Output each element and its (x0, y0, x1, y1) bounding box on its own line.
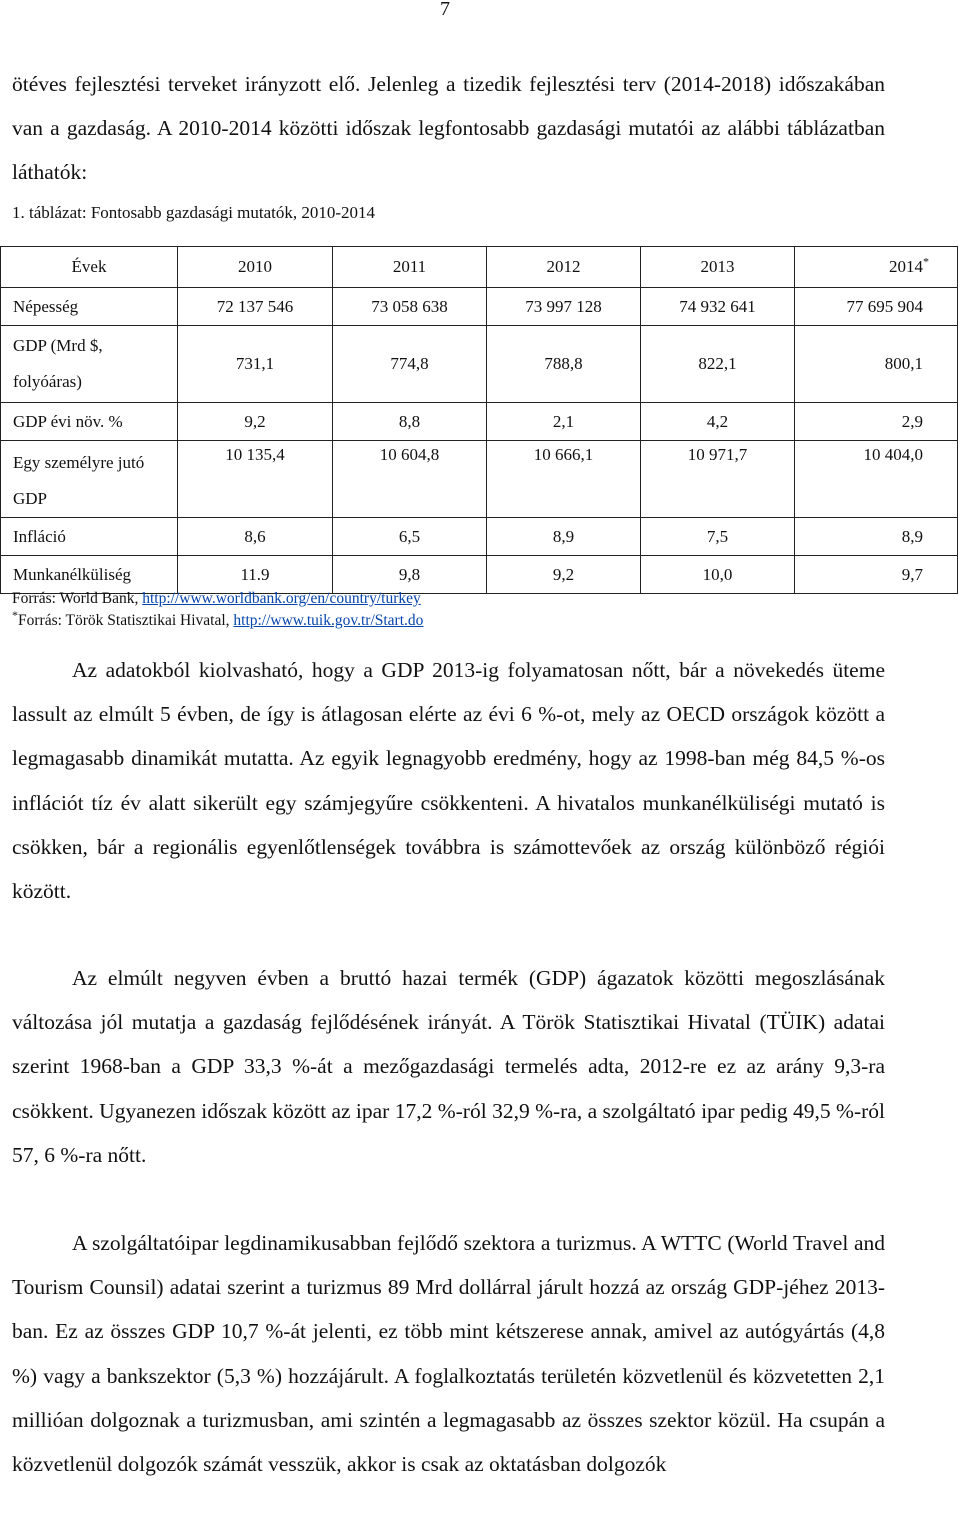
table-row (1, 288, 958, 326)
table-cell: 11.9 (178, 556, 333, 594)
source-line-tuik (12, 607, 424, 632)
body-paragraph-sectors: Az elmúlt negyven évben a bruttó hazai termék (GDP) ágazatok közötti megoszlásának változása jól mutatja a gazdaság fejlődésének irányát. A Török Statisztikai Hivatal (TÜIK) adatai szerint 1968-ban a GDP 33,3 %-át a mezőgazdasági termelés adta, 2012-re ez az arány 9,3-ra csökkent. Ugyanezen időszak között az ipar 17,2 %-ról 32,9 %-ra, a szolgáltató ipar pedig 49,5 %-ról 57, 6 %-ra nőtt. (12, 966, 885, 1167)
worldbank-link[interactable]: http://www.worldbank.org/en/country/turkey (142, 590, 421, 607)
tuik-link[interactable]: http://www.tuik.gov.tr/Start.do (233, 612, 424, 629)
header-cell: 2013 (641, 247, 795, 288)
header-cell-2014 (795, 247, 958, 288)
row-label: GDP évi növ. % (1, 403, 178, 441)
table-cell: 788,8 (487, 326, 641, 403)
table-cell: 9,2 (178, 403, 333, 441)
table-cell: 800,1 (795, 326, 958, 403)
table-cell: 731,1 (178, 326, 333, 403)
economic-indicators-table (0, 246, 958, 594)
table-row (1, 326, 958, 403)
table-cell: 74 932 641 (641, 288, 795, 326)
header-cell: 2012 (487, 247, 641, 288)
page-number: 7 (440, 0, 450, 20)
table-cell: 10 604,8 (333, 441, 487, 518)
table-cell: 10 666,1 (487, 441, 641, 518)
table-cell: 2,1 (487, 403, 641, 441)
table-caption: 1. táblázat: Fontosabb gazdasági mutatók, 2010-2014 (12, 203, 376, 222)
source-label: Forrás: World Bank, (12, 590, 143, 607)
table-cell: 822,1 (641, 326, 795, 403)
table-row (1, 518, 958, 556)
table-cell: 9,2 (487, 556, 641, 594)
source-line-worldbank (12, 588, 423, 610)
table-cell: 72 137 546 (178, 288, 333, 326)
row-label: GDP (Mrd $, folyóáras) (1, 326, 178, 403)
row-label: Egy személyre jutó GDP (1, 441, 178, 518)
table-cell: 77 695 904 (795, 288, 958, 326)
table-cell: 73 997 128 (487, 288, 641, 326)
header-cell: Évek (1, 247, 178, 288)
table-cell: 774,8 (333, 326, 487, 403)
table-cell: 4,2 (641, 403, 795, 441)
table-cell: 10 971,7 (641, 441, 795, 518)
table-cell: 2,9 (795, 403, 958, 441)
row-label: Infláció (1, 518, 178, 556)
table-cell: 8,6 (178, 518, 333, 556)
table-cell: 10,0 (641, 556, 795, 594)
table-cell: 6,5 (333, 518, 487, 556)
source-label: Forrás: Török Statisztikai Hivatal, (18, 612, 234, 629)
row-label: Munkanélküliség (1, 556, 178, 594)
table-cell: 8,9 (487, 518, 641, 556)
table-row (1, 441, 958, 518)
header-cell: 2011 (333, 247, 487, 288)
header-cell: 2010 (178, 247, 333, 288)
table-sources (12, 588, 423, 632)
row-label: Népesség (1, 288, 178, 326)
table-cell: 9,7 (795, 556, 958, 594)
body-paragraph-gdp: Az adatokból kiolvasható, hogy a GDP 2013-ig folyamatosan nőtt, bár a növekedés üteme lassult az elmúlt 5 évben, de így is átlagosan elérte az évi 6 %-ot, mely az OECD országok között a legmagasabb dinamikát mutatta. Az egyik legnagyobb eredmény, hogy az 1998-ban még 84,5 %-os inflációt tíz év alatt sikerült egy számjegyűre csökkenteni. A hivatalos munkanélküliségi mutató is csökken, bár a regionális egyenlőtlenségek továbbra is számottevőek az ország különböző régiói között. (12, 658, 885, 904)
table-cell: 8,9 (795, 518, 958, 556)
intro-paragraph: ötéves fejlesztési terveket irányzott elő. Jelenleg a tizedik fejlesztési terv (2014-2018) időszakában van a gazdaság. A 2010-2014 közötti időszak legfontosabb gazdasági mutatói az alábbi táblázatban láthatók: (12, 72, 885, 184)
footnote-mark: * (923, 254, 929, 269)
table-cell: 73 058 638 (333, 288, 487, 326)
body-paragraph-tourism: A szolgáltatóipar legdinamikusabban fejlődő szektora a turizmus. A WTTC (World Travel and Tourism Counsil) adatai szerint a turizmus 89 Mrd dollárral járult hozzá az ország GDP-jéhez 2013-ban. Ez az összes GDP 10,7 %-át jelenti, ez több mint kétszerese annak, amivel az autógyártás (4,8 %) vagy a bankszektor (5,3 %) hozzájárult. A foglalkoztatás területén közvetlenül és közvetetten 2,1 millióan dolgoznak a turizmusban, ami szintén a legmagasabb az összes szektor közül. Ha csupán a közvetlenül dolgozók számát vesszük, akkor is csak az oktatásban dolgozók (12, 1231, 885, 1477)
table-cell: 9,8 (333, 556, 487, 594)
table-cell: 8,8 (333, 403, 487, 441)
table-cell: 10 404,0 (795, 441, 958, 518)
header-year: 2014 (889, 257, 923, 276)
table-cell: 7,5 (641, 518, 795, 556)
footnote-mark: * (12, 607, 18, 622)
table-row (1, 403, 958, 441)
table-header-row (1, 247, 958, 288)
table-cell: 10 135,4 (178, 441, 333, 518)
